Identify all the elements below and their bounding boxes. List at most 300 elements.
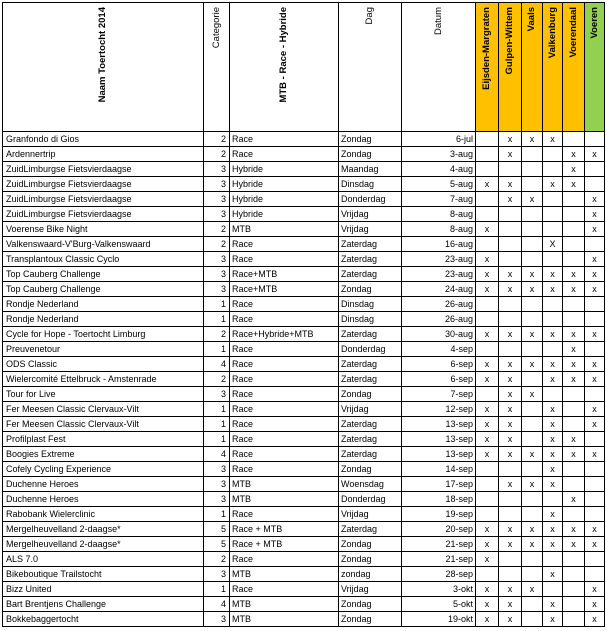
table-row	[3, 537, 605, 552]
table-row	[3, 252, 605, 267]
categorie-value: 2	[204, 372, 230, 387]
tocht-name: ALS 7.0	[3, 552, 204, 567]
categorie-value: 1	[204, 297, 230, 312]
tocht-name: Boogies Extreme	[3, 447, 204, 462]
table-row	[3, 567, 605, 582]
categorie-value: 2	[204, 327, 230, 342]
region-mark	[499, 492, 522, 507]
type-value: Race+Hybride+MTB	[230, 327, 339, 342]
region-mark	[543, 342, 563, 357]
categorie-value: 1	[204, 342, 230, 357]
type-value: Race+MTB	[230, 267, 339, 282]
region-mark	[499, 222, 522, 237]
region-mark	[476, 342, 499, 357]
region-mark	[522, 552, 543, 567]
region-mark	[499, 297, 522, 312]
categorie-value: 2	[204, 552, 230, 567]
type-value: MTB	[230, 477, 339, 492]
region-mark: x	[476, 552, 499, 567]
type-value: Race	[230, 252, 339, 267]
dag-value: Donderdag	[339, 342, 402, 357]
region-mark	[585, 462, 605, 477]
region-mark	[476, 387, 499, 402]
table-row	[3, 192, 605, 207]
tocht-name: Duchenne Heroes	[3, 492, 204, 507]
region-mark	[476, 462, 499, 477]
region-mark: x	[543, 522, 563, 537]
region-mark: x	[499, 282, 522, 297]
region-mark: x	[543, 372, 563, 387]
tocht-name: Top Cauberg Challenge	[3, 267, 204, 282]
tocht-name: Bart Brentjens Challenge	[3, 597, 204, 612]
region-mark: x	[476, 417, 499, 432]
datum-value: 4-aug	[402, 162, 476, 177]
datum-value: 20-sep	[402, 522, 476, 537]
table-body	[3, 132, 605, 627]
region-mark: x	[476, 177, 499, 192]
type-value: Hybride	[230, 177, 339, 192]
type-value: MTB	[230, 612, 339, 627]
datum-value: 13-sep	[402, 417, 476, 432]
dag-value: Dinsdag	[339, 177, 402, 192]
dag-value: Zaterdag	[339, 237, 402, 252]
dag-value: Dinsdag	[339, 312, 402, 327]
region-mark	[563, 222, 585, 237]
region-mark	[563, 312, 585, 327]
region-mark	[522, 597, 543, 612]
categorie-value: 3	[204, 387, 230, 402]
region-mark	[476, 297, 499, 312]
categorie-value: 3	[204, 162, 230, 177]
region-mark	[522, 252, 543, 267]
region-mark	[476, 477, 499, 492]
region-mark	[563, 132, 585, 147]
categorie-value: 4	[204, 597, 230, 612]
region-mark	[563, 192, 585, 207]
tocht-name: Profilplast Fest	[3, 432, 204, 447]
tocht-name: Mergelheuvelland 2-daagse*	[3, 537, 204, 552]
region-mark: x	[499, 327, 522, 342]
region-mark	[522, 297, 543, 312]
table-row	[3, 342, 605, 357]
region-mark: x	[543, 507, 563, 522]
dag-value: zondag	[339, 567, 402, 582]
region-mark: x	[543, 612, 563, 627]
region-mark	[522, 492, 543, 507]
region-mark: x	[522, 132, 543, 147]
region-mark: x	[476, 372, 499, 387]
region-mark	[476, 162, 499, 177]
region-mark	[522, 147, 543, 162]
type-value: Race	[230, 432, 339, 447]
region-mark	[585, 507, 605, 522]
region-mark	[522, 507, 543, 522]
region-mark	[563, 402, 585, 417]
region-mark	[585, 132, 605, 147]
table-row	[3, 447, 605, 462]
categorie-value: 3	[204, 612, 230, 627]
type-value: Race+MTB	[230, 282, 339, 297]
table-row	[3, 462, 605, 477]
dag-value: Zaterdag	[339, 432, 402, 447]
region-mark	[522, 567, 543, 582]
region-mark: x	[522, 357, 543, 372]
datum-value: 24-aug	[402, 282, 476, 297]
dag-value: Vrijdag	[339, 207, 402, 222]
region-mark	[543, 552, 563, 567]
region-mark: x	[499, 417, 522, 432]
categorie-value: 3	[204, 477, 230, 492]
categorie-value: 3	[204, 282, 230, 297]
region-mark: x	[476, 327, 499, 342]
datum-value: 19-okt	[402, 612, 476, 627]
region-mark	[522, 612, 543, 627]
region-mark: x	[543, 477, 563, 492]
region-mark: x	[499, 357, 522, 372]
type-value: Race	[230, 507, 339, 522]
table-row	[3, 177, 605, 192]
region-mark	[522, 237, 543, 252]
region-mark: x	[585, 327, 605, 342]
region-mark: x	[563, 492, 585, 507]
region-mark	[543, 162, 563, 177]
region-mark	[563, 207, 585, 222]
region-mark: x	[543, 357, 563, 372]
region-mark: x	[476, 597, 499, 612]
tocht-name: Bokkebaggertocht	[3, 612, 204, 627]
region-mark	[563, 477, 585, 492]
region-mark	[543, 252, 563, 267]
region-mark	[585, 552, 605, 567]
region-mark: x	[543, 327, 563, 342]
region-mark: x	[499, 477, 522, 492]
region-mark: x	[543, 447, 563, 462]
region-mark: x	[499, 372, 522, 387]
region-mark	[499, 237, 522, 252]
type-value: Race	[230, 372, 339, 387]
region-mark: x	[585, 372, 605, 387]
region-mark: x	[585, 222, 605, 237]
datum-value: 8-aug	[402, 207, 476, 222]
region-mark	[499, 252, 522, 267]
region-mark: x	[585, 357, 605, 372]
region-mark	[543, 387, 563, 402]
region-mark: x	[563, 432, 585, 447]
region-mark	[476, 492, 499, 507]
region-mark: x	[522, 522, 543, 537]
datum-value: 23-aug	[402, 267, 476, 282]
header-row	[3, 3, 605, 132]
dag-value: Zondag	[339, 282, 402, 297]
region-mark	[476, 192, 499, 207]
header-region-valkenburg: Valkenburg	[543, 3, 563, 132]
region-mark	[543, 147, 563, 162]
region-mark	[476, 132, 499, 147]
region-mark	[563, 417, 585, 432]
datum-value: 21-sep	[402, 537, 476, 552]
categorie-value: 2	[204, 222, 230, 237]
table-row	[3, 507, 605, 522]
dag-value: Donderdag	[339, 192, 402, 207]
datum-value: 28-sep	[402, 567, 476, 582]
region-mark: x	[585, 282, 605, 297]
region-mark: x	[499, 177, 522, 192]
tocht-name: ZuidLimburgse Fietsvierdaagse	[3, 177, 204, 192]
dag-value: Vrijdag	[339, 582, 402, 597]
region-mark: x	[499, 597, 522, 612]
datum-value: 21-sep	[402, 552, 476, 567]
datum-value: 8-aug	[402, 222, 476, 237]
datum-value: 6-sep	[402, 372, 476, 387]
region-mark: x	[585, 522, 605, 537]
datum-value: 13-sep	[402, 447, 476, 462]
categorie-value: 3	[204, 177, 230, 192]
region-mark: x	[522, 477, 543, 492]
datum-value: 4-sep	[402, 342, 476, 357]
region-mark	[522, 462, 543, 477]
region-mark	[543, 207, 563, 222]
type-value: MTB	[230, 597, 339, 612]
region-mark	[522, 162, 543, 177]
table-row	[3, 552, 605, 567]
datum-value: 3-aug	[402, 147, 476, 162]
dag-value: Zaterdag	[339, 267, 402, 282]
dag-value: Zondag	[339, 552, 402, 567]
region-mark: X	[543, 237, 563, 252]
region-mark: x	[585, 537, 605, 552]
dag-value: Vrijdag	[339, 402, 402, 417]
region-mark	[563, 507, 585, 522]
type-value: MTB	[230, 222, 339, 237]
header-region-gulpen-wittem: Gulpen-Wittem	[499, 3, 522, 132]
region-mark: x	[563, 447, 585, 462]
datum-value: 23-aug	[402, 252, 476, 267]
categorie-value: 3	[204, 492, 230, 507]
table-row	[3, 582, 605, 597]
region-mark: x	[499, 432, 522, 447]
region-mark	[585, 477, 605, 492]
region-mark: x	[476, 402, 499, 417]
header-type: MTB - Race - Hybride	[230, 3, 339, 132]
region-mark	[585, 312, 605, 327]
region-mark: x	[563, 147, 585, 162]
region-mark: x	[563, 372, 585, 387]
region-mark: x	[563, 537, 585, 552]
datum-value: 3-okt	[402, 582, 476, 597]
region-mark	[543, 297, 563, 312]
region-mark	[543, 582, 563, 597]
tocht-name: Top Cauberg Challenge	[3, 282, 204, 297]
tocht-name: ZuidLimburgse Fietsvierdaagse	[3, 207, 204, 222]
region-mark: x	[522, 327, 543, 342]
region-mark	[522, 372, 543, 387]
header-region-eijsden-margraten: Eijsden-Margraten	[476, 3, 499, 132]
type-value: Race	[230, 147, 339, 162]
tocht-name: Bikeboutique Trailstocht	[3, 567, 204, 582]
region-mark: x	[476, 222, 499, 237]
categorie-value: 1	[204, 312, 230, 327]
categorie-value: 1	[204, 402, 230, 417]
region-mark: x	[543, 597, 563, 612]
region-mark	[543, 192, 563, 207]
region-mark	[563, 252, 585, 267]
datum-value: 5-okt	[402, 597, 476, 612]
table-row	[3, 147, 605, 162]
region-mark: x	[499, 192, 522, 207]
type-value: Race	[230, 417, 339, 432]
region-mark	[522, 312, 543, 327]
region-mark: x	[476, 432, 499, 447]
dag-value: Zondag	[339, 387, 402, 402]
region-mark: x	[585, 267, 605, 282]
region-mark	[522, 402, 543, 417]
tocht-name: ODS Classic	[3, 357, 204, 372]
region-mark: x	[543, 402, 563, 417]
header-region-voerendaal: Voerendaal	[563, 3, 585, 132]
dag-value: Maandag	[339, 162, 402, 177]
region-mark	[543, 492, 563, 507]
type-value: MTB	[230, 567, 339, 582]
region-mark	[585, 567, 605, 582]
type-value: Hybride	[230, 162, 339, 177]
tocht-name: Tour for Live	[3, 387, 204, 402]
region-mark	[563, 567, 585, 582]
region-mark: x	[499, 387, 522, 402]
table-row	[3, 162, 605, 177]
region-mark: x	[499, 402, 522, 417]
datum-value: 13-sep	[402, 432, 476, 447]
region-mark: x	[563, 522, 585, 537]
region-mark	[585, 297, 605, 312]
table-row	[3, 402, 605, 417]
categorie-value: 1	[204, 417, 230, 432]
table-row	[3, 372, 605, 387]
region-mark: x	[585, 582, 605, 597]
dag-value: Zaterdag	[339, 522, 402, 537]
table-row	[3, 612, 605, 627]
region-mark	[585, 492, 605, 507]
region-mark	[585, 432, 605, 447]
region-mark: x	[499, 612, 522, 627]
categorie-value: 3	[204, 252, 230, 267]
region-mark: x	[476, 612, 499, 627]
table-row	[3, 312, 605, 327]
region-mark: x	[563, 342, 585, 357]
tocht-name: Cofely Cycling Experience	[3, 462, 204, 477]
region-mark: x	[543, 267, 563, 282]
tocht-name: ZuidLimburgse Fietsvierdaagse	[3, 192, 204, 207]
header-datum: Datum	[402, 3, 476, 132]
table-row	[3, 357, 605, 372]
datum-value: 5-aug	[402, 177, 476, 192]
type-value: Hybride	[230, 207, 339, 222]
categorie-value: 3	[204, 462, 230, 477]
region-mark: x	[543, 432, 563, 447]
region-mark: x	[476, 522, 499, 537]
datum-value: 26-aug	[402, 312, 476, 327]
region-mark	[563, 612, 585, 627]
table-row	[3, 597, 605, 612]
type-value: Race + MTB	[230, 522, 339, 537]
table-row	[3, 492, 605, 507]
region-mark: x	[522, 447, 543, 462]
dag-value: Dinsdag	[339, 297, 402, 312]
region-mark: x	[585, 252, 605, 267]
categorie-value: 3	[204, 567, 230, 582]
tocht-name: Cycle for Hope - Toertocht Limburg	[3, 327, 204, 342]
header-dag: Dag	[339, 3, 402, 132]
region-mark: x	[585, 192, 605, 207]
region-mark	[563, 297, 585, 312]
region-mark	[499, 462, 522, 477]
tocht-name: Transplantoux Classic Cyclo	[3, 252, 204, 267]
dag-value: Zondag	[339, 612, 402, 627]
region-mark	[563, 462, 585, 477]
region-mark: x	[585, 417, 605, 432]
header-region-voeren: Voeren	[585, 3, 605, 132]
region-mark: x	[522, 282, 543, 297]
categorie-value: 1	[204, 582, 230, 597]
region-mark	[476, 567, 499, 582]
header-region-vaals: Vaals	[522, 3, 543, 132]
region-mark: x	[563, 327, 585, 342]
datum-value: 18-sep	[402, 492, 476, 507]
table-row	[3, 237, 605, 252]
type-value: MTB	[230, 492, 339, 507]
header-naam: Naam Toertocht 2014	[3, 3, 204, 132]
datum-value: 16-aug	[402, 237, 476, 252]
table-row	[3, 282, 605, 297]
region-mark: x	[476, 267, 499, 282]
datum-value: 7-aug	[402, 192, 476, 207]
categorie-value: 3	[204, 207, 230, 222]
dag-value: Zondag	[339, 147, 402, 162]
region-mark	[522, 432, 543, 447]
region-mark: x	[543, 282, 563, 297]
tocht-name: Rondje Nederland	[3, 312, 204, 327]
region-mark: x	[585, 597, 605, 612]
dag-value: Zondag	[339, 597, 402, 612]
categorie-value: 5	[204, 537, 230, 552]
categorie-value: 3	[204, 192, 230, 207]
type-value: Race	[230, 447, 339, 462]
dag-value: Zaterdag	[339, 447, 402, 462]
region-mark: x	[476, 537, 499, 552]
dag-value: Woensdag	[339, 477, 402, 492]
region-mark: x	[476, 282, 499, 297]
region-mark	[585, 342, 605, 357]
tocht-name: Fer Meesen Classic Clervaux-Vilt	[3, 417, 204, 432]
region-mark: x	[522, 192, 543, 207]
tocht-name: Preuvenetour	[3, 342, 204, 357]
region-mark: x	[563, 267, 585, 282]
region-mark	[476, 312, 499, 327]
region-mark	[563, 237, 585, 252]
region-mark	[499, 342, 522, 357]
dag-value: Vrijdag	[339, 507, 402, 522]
toertocht-table	[2, 2, 605, 627]
type-value: Race	[230, 387, 339, 402]
region-mark	[499, 162, 522, 177]
region-mark: x	[585, 447, 605, 462]
region-mark: x	[563, 162, 585, 177]
region-mark: x	[543, 462, 563, 477]
tocht-name: Duchenne Heroes	[3, 477, 204, 492]
table-row	[3, 222, 605, 237]
datum-value: 19-sep	[402, 507, 476, 522]
datum-value: 6-sep	[402, 357, 476, 372]
region-mark: x	[585, 207, 605, 222]
